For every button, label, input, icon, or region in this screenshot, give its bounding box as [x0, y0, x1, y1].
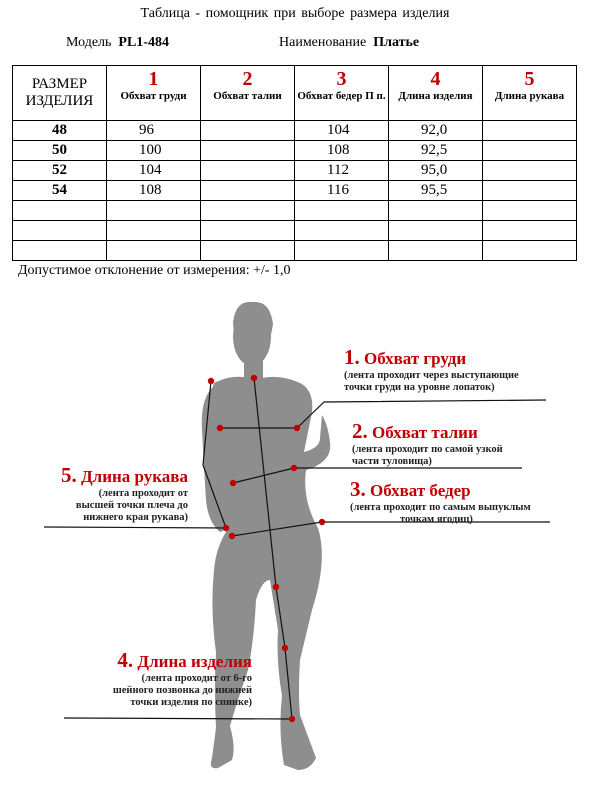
measure-2-label: 2. Обхват талии (лента проходит по самой узкой части туловища): [352, 419, 503, 467]
table-row: 48 96 104 92,0: [13, 121, 577, 141]
measure-3-label: 3. Обхват бедер (лента проходит по самым выпуклым точкам ягодиц): [350, 477, 531, 525]
header-col-2: 2 Обхват талии: [201, 66, 295, 121]
name-value: Платье: [373, 35, 420, 50]
header-size: РАЗМЕР ИЗДЕЛИЯ: [13, 66, 107, 121]
table-row: 50 100 108 92,5: [13, 141, 577, 161]
header-col-4: 4 Длина изделия: [389, 66, 483, 121]
measure-1-label: 1. Обхват груди (лента проходит через выступающие точки груди на уровне лопаток): [344, 345, 519, 393]
table-row: 52 104 112 95,0: [13, 161, 577, 181]
table-row: 54 108 116 95,5: [13, 181, 577, 201]
header-col-5: 5 Длина рукава: [483, 66, 577, 121]
header-col-3: 3 Обхват бедер П п.: [295, 66, 389, 121]
model-label: Модель: [66, 35, 112, 50]
model-value: PL1-484: [118, 35, 169, 50]
page-title: Таблица - помощник при выборе размера изделия: [140, 6, 450, 21]
header-col-1: 1 Обхват груди: [107, 66, 201, 121]
name-label: Наименование: [279, 35, 367, 50]
measure-5-label: 5. Длина рукава (лента проходит от высшей точки плеча до нижнего края рукава): [60, 463, 188, 523]
measure-4-label: 4. Длина изделия (лента проходит от 6-го шейного позвонка до нижней точки изделия по спинке): [112, 648, 252, 708]
tolerance-note: Допустимое отклонение от измерения: +/- 1,0: [18, 263, 291, 278]
